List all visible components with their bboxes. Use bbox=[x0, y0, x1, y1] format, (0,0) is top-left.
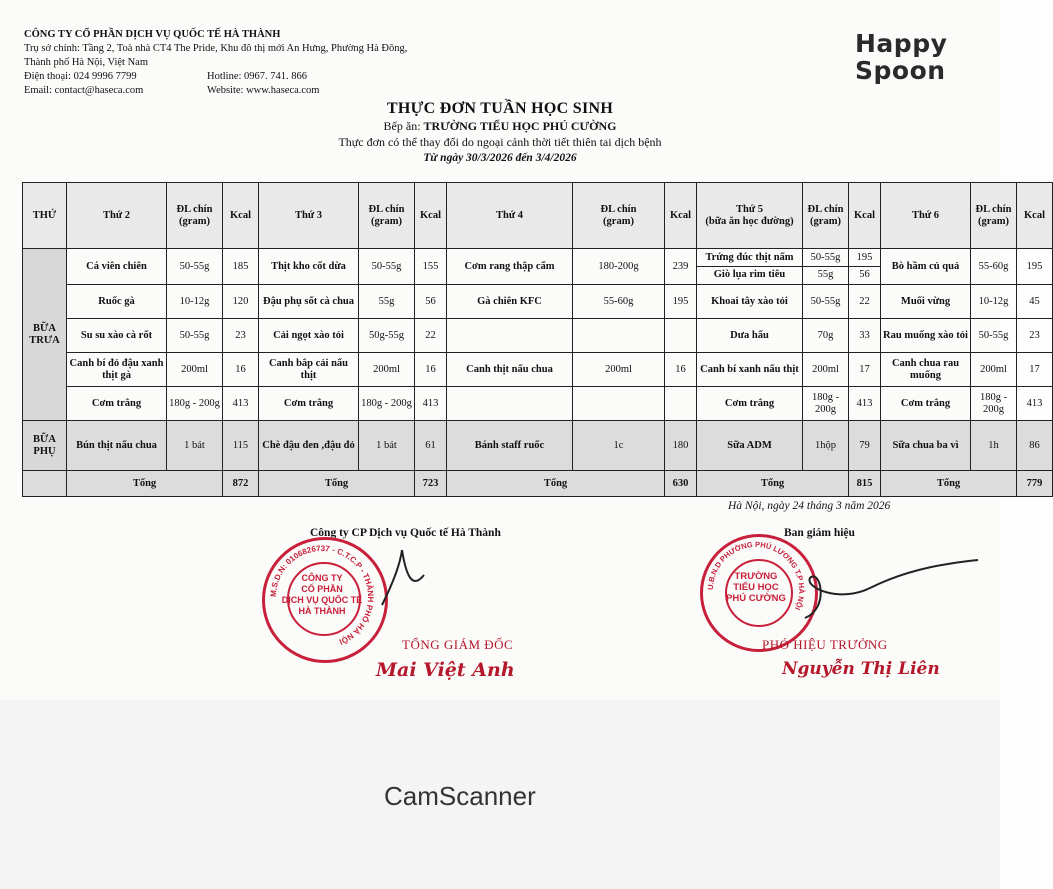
weight-cell: 180g - 200g bbox=[971, 387, 1017, 421]
kcal-cell: 23 bbox=[1017, 319, 1053, 353]
left-signer-name: Mai Việt Anh bbox=[376, 659, 515, 681]
kcal-cell: 120 bbox=[223, 285, 259, 319]
totals-row bbox=[23, 471, 1053, 497]
dish-cell: Rau muống xào tỏi bbox=[881, 319, 971, 353]
dish-cell: Sữa ADM bbox=[697, 421, 803, 471]
dish-cell: Cá viên chiên bbox=[67, 249, 167, 285]
camscanner-watermark: CamScanner bbox=[384, 781, 536, 811]
dish-cell bbox=[447, 319, 573, 353]
dish-cell: Gà chiên KFC bbox=[447, 285, 573, 319]
total-label: Tổng bbox=[447, 471, 665, 497]
kcal-cell: 155 bbox=[415, 249, 447, 285]
kcal-cell: 413 bbox=[1017, 387, 1053, 421]
kcal-cell: 413 bbox=[415, 387, 447, 421]
weight-cell: 55-60g bbox=[971, 249, 1017, 285]
weight-cell: 1 bát bbox=[359, 421, 415, 471]
company-address: Trụ sở chính: Tầng 2, Toà nhà CT4 The Pride, Khu đô thị mới An Hưng, Phường Hà Đông, bbox=[24, 43, 408, 54]
page-title: THỰC ĐƠN TUẦN HỌC SINH bbox=[386, 100, 614, 117]
total-label: Tổng bbox=[67, 471, 223, 497]
weight-cell: 180g - 200g bbox=[803, 387, 849, 421]
weight-cell: 180-200g bbox=[573, 249, 665, 285]
total-kcal: 872 bbox=[223, 471, 259, 497]
weight-cell: 1 bát bbox=[167, 421, 223, 471]
weight-cell: 50-55g bbox=[167, 319, 223, 353]
header-day-2: Thứ 2 bbox=[67, 183, 167, 249]
weight-cell: 10-12g bbox=[167, 285, 223, 319]
dish-cell: Bò hầm củ quả bbox=[881, 249, 971, 285]
happy-spoon-logo: Happy Spoon bbox=[855, 29, 948, 85]
dish-cell: Muối vừng bbox=[881, 285, 971, 319]
company-phone: Điện thoại: 024 9996 7799 bbox=[24, 71, 137, 82]
dish-cell: Đậu phụ sốt cà chua bbox=[259, 285, 359, 319]
weight-cell: 50-55g bbox=[803, 285, 849, 319]
dish-cell bbox=[447, 387, 573, 421]
split-cell-part: Trứng đúc thịt nấm bbox=[705, 252, 794, 263]
left-org: Công ty CP Dịch vụ Quốc tế Hà Thành bbox=[310, 527, 501, 539]
kcal-cell: 86 bbox=[1017, 421, 1053, 471]
table-row bbox=[23, 387, 1053, 421]
header-weight: ĐL chín (gram) bbox=[359, 183, 415, 249]
weight-cell: 200ml bbox=[803, 353, 849, 387]
company-address-city: Thành phố Hà Nội, Việt Nam bbox=[24, 57, 148, 68]
weight-cell: 55-60g bbox=[573, 285, 665, 319]
company-website: Website: www.haseca.com bbox=[207, 85, 320, 96]
dish-cell: Thịt kho cốt dừa bbox=[259, 249, 359, 285]
date-range: Từ ngày 30/3/2026 đến 3/4/2026 bbox=[423, 152, 577, 164]
table-row bbox=[23, 249, 1053, 285]
weight-cell: 1hộp bbox=[803, 421, 849, 471]
split-cell-part: Giò lụa rim tiêu bbox=[697, 266, 802, 283]
kcal-cell: 16 bbox=[665, 353, 697, 387]
dish-cell: Canh bí đỏ đậu xanh thịt gà bbox=[67, 353, 167, 387]
dish-cell: Canh thịt nấu chua bbox=[447, 353, 573, 387]
meal-label-lunch: BỮA TRƯA bbox=[23, 249, 67, 421]
dish-cell: Ruốc gà bbox=[67, 285, 167, 319]
kcal-cell: 56 bbox=[415, 285, 447, 319]
kcal-cell: 16 bbox=[415, 353, 447, 387]
header-day-5: Thứ 5 (bữa ăn học đường) bbox=[697, 183, 803, 249]
weight-cell: 10-12g bbox=[971, 285, 1017, 319]
header-kcal: Kcal bbox=[415, 183, 447, 249]
dish-cell: Dưa hấu bbox=[697, 319, 803, 353]
weight-cell: 1h bbox=[971, 421, 1017, 471]
header-weight: ĐL chín (gram) bbox=[167, 183, 223, 249]
header-kcal: Kcal bbox=[1017, 183, 1053, 249]
kitchen-line: Bếp ăn: TRƯỜNG TIỂU HỌC PHÚ CƯỜNG bbox=[383, 119, 617, 133]
weight-cell bbox=[573, 319, 665, 353]
kcal-cell: 61 bbox=[415, 421, 447, 471]
company-stamp bbox=[262, 537, 388, 663]
dish-cell: Canh chua rau muống bbox=[881, 353, 971, 387]
company-name: CÔNG TY CỔ PHẦN DỊCH VỤ QUỐC TẾ HÀ THÀNH bbox=[24, 29, 281, 40]
meal-label-snack: BỮA PHỤ bbox=[23, 421, 67, 471]
weight-cell: 200ml bbox=[971, 353, 1017, 387]
table-row bbox=[23, 421, 1053, 471]
right-signer-name: Nguyễn Thị Liên bbox=[782, 659, 940, 679]
stamp-ring-label: U.B.N.D PHƯỜNG PHÚ LƯƠNG T.P HÀ NỘI bbox=[705, 539, 807, 612]
header-weight: ĐL chín (gram) bbox=[803, 183, 849, 249]
kcal-cell: 17 bbox=[849, 353, 881, 387]
kcal-cell: 413 bbox=[223, 387, 259, 421]
left-signature-mark bbox=[372, 545, 432, 615]
kcal-cell: 22 bbox=[415, 319, 447, 353]
weight-cell: 50g-55g bbox=[359, 319, 415, 353]
header-day-6: Thứ 6 bbox=[881, 183, 971, 249]
header-kcal: Kcal bbox=[849, 183, 881, 249]
weight-cell: 70g bbox=[803, 319, 849, 353]
dish-cell: Cải ngọt xào tỏi bbox=[259, 319, 359, 353]
total-label: Tổng bbox=[697, 471, 849, 497]
header-thu: THỨ bbox=[23, 183, 67, 249]
total-kcal: 630 bbox=[665, 471, 697, 497]
title-block bbox=[0, 100, 1000, 164]
dish-cell: Chè đậu đen ,đậu đỏ bbox=[259, 421, 359, 471]
split-cell-part: 195 bbox=[856, 252, 873, 263]
split-cell-part: 55g bbox=[803, 266, 848, 283]
total-kcal: 779 bbox=[1017, 471, 1053, 497]
header-kcal: Kcal bbox=[665, 183, 697, 249]
totals-spacer bbox=[23, 471, 67, 497]
weight-cell bbox=[573, 387, 665, 421]
left-role: TỔNG GIÁM ĐỐC bbox=[402, 637, 514, 652]
kcal-cell: 23 bbox=[223, 319, 259, 353]
kcal-cell: 17 bbox=[1017, 353, 1053, 387]
dish-cell: Cơm trắng bbox=[881, 387, 971, 421]
header-day-4: Thứ 4 bbox=[447, 183, 573, 249]
kcal-cell: 413 bbox=[849, 387, 881, 421]
stamp-center-text: TRƯỜNG TIỂU HỌC PHÚ CƯỜNG bbox=[726, 571, 786, 604]
stamp-ring-label: M.S.D.N: 0106826737 - C.T.C.P - THÀNH PHỐ HÀ NỘI bbox=[268, 543, 376, 647]
company-header bbox=[24, 28, 407, 98]
company-hotline: Hotline: 0967. 741. 866 bbox=[207, 71, 308, 82]
kcal-cell: 185 bbox=[223, 249, 259, 285]
table-row bbox=[23, 319, 1053, 353]
weight-cell: 200ml bbox=[167, 353, 223, 387]
weight-cell: 180g - 200g bbox=[167, 387, 223, 421]
weight-cell: 1c bbox=[573, 421, 665, 471]
place-date: Hà Nội, ngày 24 tháng 3 năm 2026 bbox=[728, 500, 891, 512]
kcal-cell: 195 bbox=[665, 285, 697, 319]
company-email: Email: contact@haseca.com bbox=[24, 85, 144, 96]
right-role: PHÓ HIỆU TRƯỞNG bbox=[762, 637, 888, 652]
right-org: Ban giám hiệu bbox=[784, 527, 855, 539]
weight-cell: 55g bbox=[359, 285, 415, 319]
table-header-row bbox=[23, 183, 1053, 249]
kcal-cell: 195 bbox=[1017, 249, 1053, 285]
total-kcal: 723 bbox=[415, 471, 447, 497]
split-cell bbox=[697, 249, 803, 285]
dish-cell: Su su xào cà rốt bbox=[67, 319, 167, 353]
dish-cell: Khoai tây xào tỏi bbox=[697, 285, 803, 319]
total-kcal: 815 bbox=[849, 471, 881, 497]
dish-cell: Sữa chua ba vì bbox=[881, 421, 971, 471]
dish-cell: Cơm rang thập cẩm bbox=[447, 249, 573, 285]
table-row bbox=[23, 353, 1053, 387]
dish-cell: Bánh staff ruốc bbox=[447, 421, 573, 471]
kcal-cell bbox=[665, 319, 697, 353]
weight-cell: 50-55g bbox=[971, 319, 1017, 353]
kcal-cell: 33 bbox=[849, 319, 881, 353]
kcal-cell: 22 bbox=[849, 285, 881, 319]
dish-cell: Canh bắp cải nấu thịt bbox=[259, 353, 359, 387]
split-cell-part: 50-55g bbox=[810, 252, 841, 263]
weight-cell: 50-55g bbox=[359, 249, 415, 285]
header-kcal: Kcal bbox=[223, 183, 259, 249]
menu-note: Thực đơn có thể thay đổi do ngoại cảnh thời tiết thiên tai dịch bệnh bbox=[338, 135, 662, 149]
weekly-menu-table bbox=[22, 182, 1053, 497]
header-weight: ĐL chín (gram) bbox=[573, 183, 665, 249]
weight-cell: 200ml bbox=[573, 353, 665, 387]
weight-cell: 200ml bbox=[359, 353, 415, 387]
kcal-cell: 16 bbox=[223, 353, 259, 387]
right-signature-mark bbox=[800, 548, 980, 628]
header-weight: ĐL chín (gram) bbox=[971, 183, 1017, 249]
stamp-center-text: CÔNG TY CỔ PHẦN DỊCH VỤ QUỐC TẾ HÀ THÀNH bbox=[281, 573, 363, 616]
weight-cell: 50-55g bbox=[167, 249, 223, 285]
kcal-cell: 45 bbox=[1017, 285, 1053, 319]
table-row bbox=[23, 285, 1053, 319]
kcal-cell bbox=[665, 387, 697, 421]
dish-cell: Cơm trắng bbox=[67, 387, 167, 421]
kitchen-name: TRƯỜNG TIỂU HỌC PHÚ CƯỜNG bbox=[423, 119, 617, 133]
split-cell-part: 56 bbox=[849, 266, 880, 283]
kcal-cell: 79 bbox=[849, 421, 881, 471]
dish-cell: Cơm trắng bbox=[697, 387, 803, 421]
dish-cell: Bún thịt nấu chua bbox=[67, 421, 167, 471]
split-cell bbox=[803, 249, 849, 285]
split-cell bbox=[849, 249, 881, 285]
kcal-cell: 115 bbox=[223, 421, 259, 471]
kcal-cell: 239 bbox=[665, 249, 697, 285]
weight-cell: 180g - 200g bbox=[359, 387, 415, 421]
total-label: Tổng bbox=[259, 471, 415, 497]
dish-cell: Cơm trắng bbox=[259, 387, 359, 421]
header-day-3: Thứ 3 bbox=[259, 183, 359, 249]
total-label: Tổng bbox=[881, 471, 1017, 497]
kcal-cell: 180 bbox=[665, 421, 697, 471]
dish-cell: Canh bí xanh nấu thịt bbox=[697, 353, 803, 387]
